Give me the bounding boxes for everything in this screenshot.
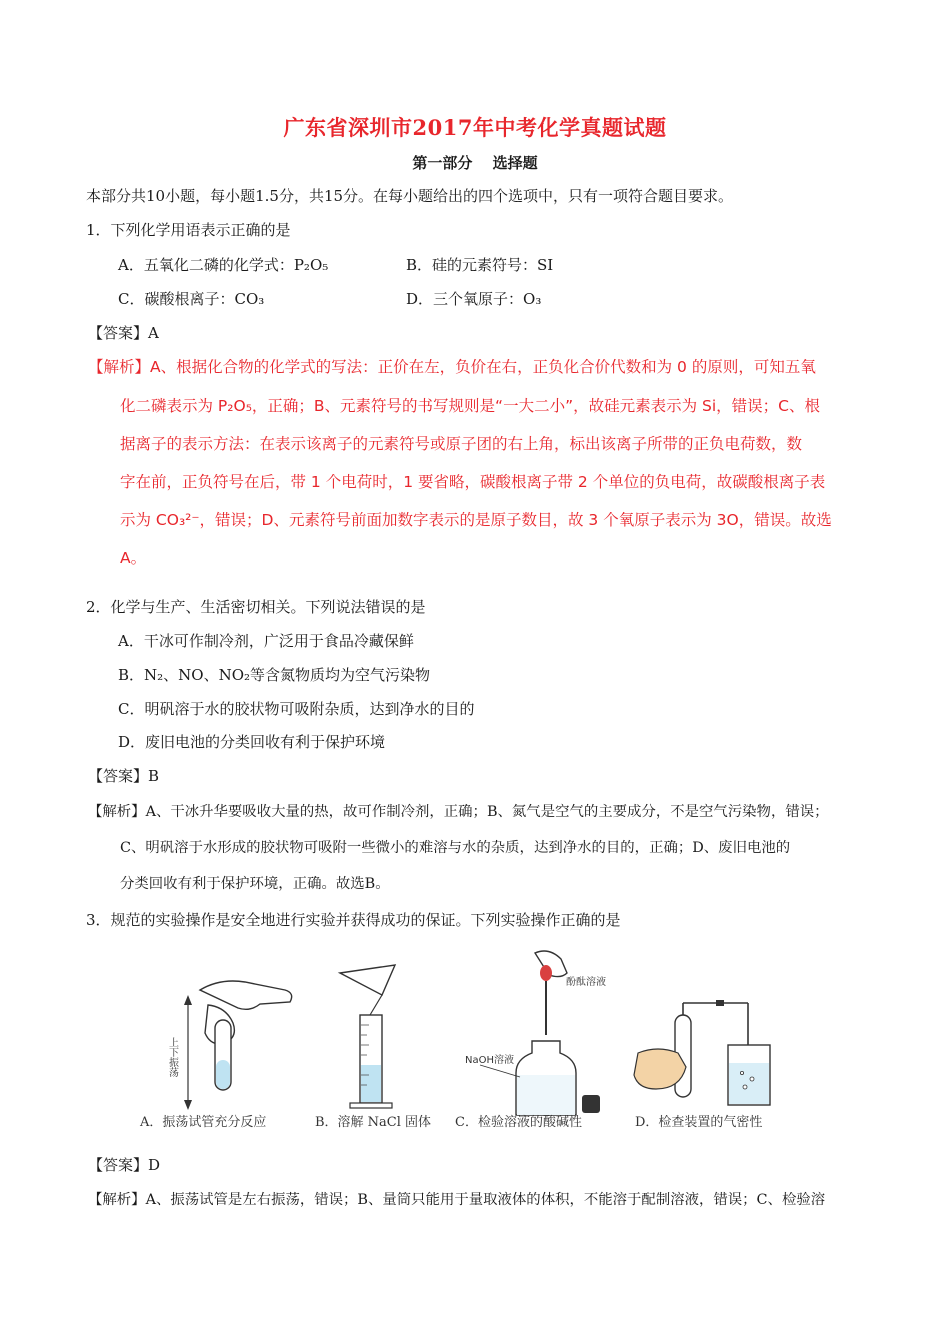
q1-option-b: B．硅的元素符号：SI (406, 256, 554, 274)
q1-explanation-line: 字在前，正负符号在后，带 1 个电荷时，1 要省略，碳酸根离子带 2 个单位的负电荷，故碳酸根离子表 (120, 473, 826, 491)
q1-answer: 【答案】A (88, 324, 159, 342)
q2-explanation-line: C、明矾溶于水形成的胶状物可吸附一些微小的难溶与水的杂质，达到净水的目的，正确；D、废旧电池的 (120, 840, 791, 856)
q1-explanation-line: 据离子的表示方法：在表示该离子的元素符号或原子团的右上角，标出该离子所带的正负电荷数，数 (120, 435, 803, 453)
q1-explanation-line: 化二磷表示为 P₂O₅，正确；B、元素符号的书写规则是“一大二小”，故硅元素表示为 Si，错误；C、根 (120, 397, 820, 415)
q1-explanation-line: 示为 CO₃²⁻，错误；D、元素符号前面加数字表示的是原子数目，故 3 个氧原子表示为 3O，错误。故选 (120, 511, 832, 529)
q3-stem: 3．规范的实验操作是安全地进行实验并获得成功的保证。下列实验操作正确的是 (86, 911, 621, 929)
figure-c-dropper-bottle (455, 951, 606, 1130)
figure-d-airtightness-check (634, 1000, 770, 1130)
q1-option-d: D．三个氧原子：O₃ (406, 290, 542, 308)
label-phenolphthalein: 酚酞溶液 (566, 977, 606, 988)
label-naoh-solution: NaOH溶液 (465, 1055, 514, 1066)
q2-answer: 【答案】B (88, 767, 160, 785)
figure-b-graduated-cylinder (315, 965, 431, 1130)
intro-text: 本部分共10小题，每小题1.5分，共15分。在每小题给出的四个选项中，只有一项符合题目要求。 (86, 187, 734, 205)
figure-b-caption: B．溶解 NaCl 固体 (315, 1115, 432, 1130)
q3-answer: 【答案】D (88, 1156, 161, 1174)
section-heading: 第一部分 选择题 (412, 154, 538, 172)
q2-option-b: B．N₂、NO、NO₂等含氮物质均为空气污染物 (118, 666, 431, 684)
q1-explanation-line: 【解析】A、根据化合物的化学式的写法：正价在左，负价在右，正负化合价代数和为 0 的原则，可知五氧 (88, 358, 816, 376)
figure-a-caption: A．振荡试管充分反应 (140, 1115, 267, 1130)
label-shake: 上下振荡 (166, 1037, 178, 1077)
q2-option-a: A．干冰可作制冷剂，广泛用于食品冷藏保鲜 (118, 632, 414, 650)
q2-stem: 2．化学与生产、生活密切相关。下列说法错误的是 (86, 598, 426, 616)
q1-explanation-line: A。 (120, 549, 147, 567)
q2-option-c: C．明矾溶于水的胶状物可吸附杂质，达到净水的目的 (118, 700, 475, 718)
page-title: 广东省深圳市2017年中考化学真题试题 (283, 115, 667, 140)
q1-option-c: C．碳酸根离子：CO₃ (118, 290, 265, 308)
q1-stem: 1．下列化学用语表示正确的是 (86, 221, 291, 239)
q1-option-a: A．五氧化二磷的化学式：P₂O₅ (118, 256, 329, 274)
figure-a-shaking-test-tube (139, 981, 292, 1130)
figure-c-caption: C．检验溶液的酸碱性 (455, 1115, 582, 1130)
q2-explanation-line: 【解析】A、干冰升华要吸收大量的热，故可作制冷剂，正确；B、氮气是空气的主要成分，不是空气污染物，错误； (88, 804, 829, 820)
q2-option-d: D．废旧电池的分类回收有利于保护环境 (118, 733, 386, 751)
q3-explanation-line: 【解析】A、振荡试管是左右振荡，错误；B、量筒只能用于量取液体的体积，不能溶于配制溶液，错误；C、检验溶 (88, 1192, 826, 1208)
figure-d-caption: D．检查装置的气密性 (635, 1115, 763, 1130)
q3-experiment-figure (120, 945, 850, 1135)
q2-explanation-line: 分类回收有利于保护环境，正确。故选B。 (120, 876, 390, 892)
